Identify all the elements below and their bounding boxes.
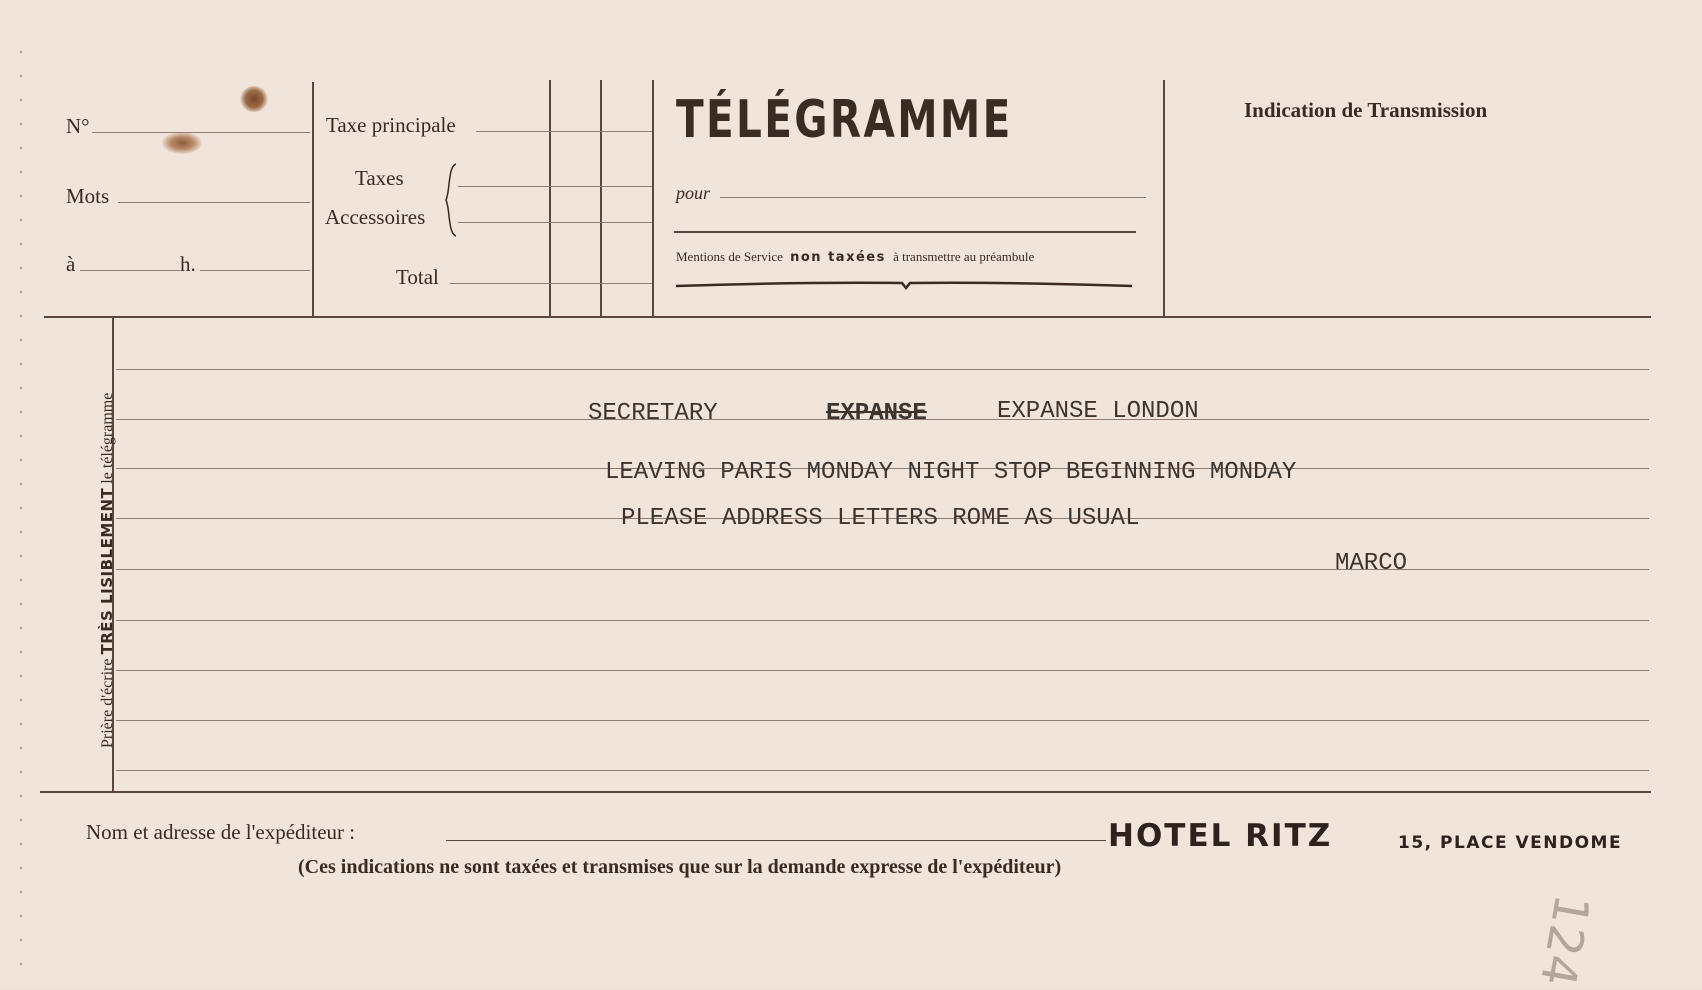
message-line <box>116 770 1649 771</box>
message-line-1: LEAVING PARIS MONDAY NIGHT STOP BEGINNING MONDAY <box>605 459 1297 486</box>
form-title: TÉLÉGRAMME <box>676 90 1013 150</box>
divider <box>549 80 551 316</box>
sender-label: Nom et adresse de l'expéditeur : <box>86 820 356 844</box>
message-line <box>116 670 1649 671</box>
message-line-2: PLEASE ADDRESS LETTERS ROME AS USUAL <box>621 505 1140 532</box>
total-line <box>450 283 652 284</box>
footer-note: (Ces indications ne sont taxées et transmises que sur la demande expresse de l'expéditeur) <box>298 856 1062 878</box>
destination-label: pour <box>676 183 711 203</box>
message-signature: MARCO <box>1335 550 1408 577</box>
taxes-label: Taxes <box>355 166 404 190</box>
perforation-edge <box>18 40 24 979</box>
number-line <box>92 132 310 133</box>
words-label: Mots <box>66 184 110 208</box>
destination-line <box>720 197 1146 198</box>
hour-line <box>200 270 310 271</box>
message-top-rule <box>44 316 1651 318</box>
accessories-line <box>458 222 652 223</box>
accessories-label: Accessoires <box>325 205 426 229</box>
message-line <box>116 720 1649 721</box>
ornament-rule <box>676 278 1132 290</box>
address-recipient: SECRETARY <box>588 400 718 427</box>
message-line <box>116 620 1649 621</box>
message-line <box>116 569 1649 570</box>
address-struck-word: EXPANSE <box>826 400 927 427</box>
at-line <box>80 270 180 271</box>
rust-stain <box>162 132 202 154</box>
message-bottom-rule <box>40 791 1651 793</box>
hotel-name: HOTEL RITZ <box>1108 818 1333 854</box>
legibility-note: Prière d'écrire TRÈS LISIBLEMENT le télégramme <box>98 392 116 748</box>
divider <box>1163 80 1165 316</box>
destination-rule <box>674 231 1136 233</box>
rust-stain <box>240 86 268 112</box>
words-line <box>118 202 310 203</box>
tax-main-label: Taxe principale <box>326 113 456 137</box>
sender-line <box>446 840 1106 841</box>
address-rest: EXPANSE LONDON <box>997 398 1199 425</box>
hotel-address: 15, PLACE VENDOME <box>1398 833 1623 853</box>
number-label: N° <box>66 114 90 138</box>
hour-label: h. <box>180 252 196 276</box>
message-line <box>116 369 1649 370</box>
pencil-mark: 124 <box>1528 890 1600 990</box>
tax-main-line <box>476 131 652 132</box>
transmission-label: Indication de Transmission <box>1244 98 1488 122</box>
at-label: à <box>66 252 76 276</box>
divider <box>600 80 602 316</box>
total-label: Total <box>396 265 439 289</box>
service-mentions: Mentions de Service non taxées à transmettre au préambule <box>676 249 1035 265</box>
brace-icon <box>444 162 458 238</box>
taxes-line <box>458 186 652 187</box>
divider <box>312 82 314 316</box>
divider <box>652 80 654 316</box>
